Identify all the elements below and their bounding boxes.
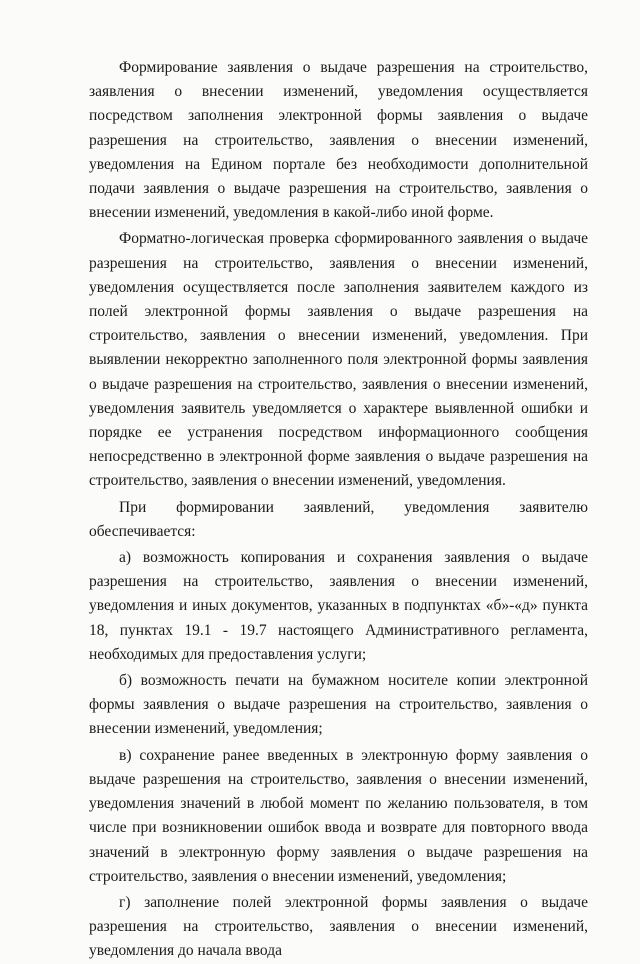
list-item-b: б) возможность печати на бумажном носителе копии электронной формы заявления о выдаче разрешения на строительство, заявления о внесении изменений, уведомления;: [89, 672, 588, 738]
list-item-v: в) сохранение ранее введенных в электронную форму заявления о выдаче разрешения на строительство, заявления о внесении изменений, уведомления значений в любой момент по желанию пользователя, в том числе при возникновении ошибок ввода и возврате для повторного ввода значений в электронную форму заявления о выдаче разрешения на строительство, заявления о внесении изменений, уведомления;: [89, 746, 588, 885]
paragraph-formation: Формирование заявления о выдаче разрешения на строительство, заявления о внесении изменений, уведомления осуществляется посредством заполнения электронной формы заявления о выдаче разрешения на строительство, заявления о внесении изменений, уведомления на Едином портале без необходимости дополнительной подачи заявления о выдаче разрешения на строительство, заявления о внесении изменений, уведомления в какой-либо иной форме.: [89, 59, 588, 222]
paragraph-format-logical-check: Форматно-логическая проверка сформированного заявления о выдаче разрешения на строительство, заявления о внесении изменений, уведомления осуществляется после заполнения заявителем каждого из полей электронной формы заявления о выдаче разрешения на строительство, заявления о внесении изменений, уведомления. При выявлении некорректно заполненного поля электронной формы заявления о выдаче разрешения на строительство, заявления о внесении изменений, уведомления заявитель уведомляется о характере выявленной ошибки и порядке ее устранения посредством информационного сообщения непосредственно в электронной форме заявления о выдаче разрешения на строительство, заявления о внесении изменений, уведомления.: [89, 230, 588, 490]
list-item-g: г) заполнение полей электронной формы заявления о выдаче разрешения на строительство, заявления о внесении изменений, уведомления до начала ввода: [89, 893, 588, 960]
list-item-a: а) возможность копирования и сохранения заявления о выдаче разрешения на строительство, заявления о внесении изменений, уведомления и иных документов, указанных в подпунктах «б»-«д» пункта 18, пунктах 19.1 - 19.7 настоящего Административного регламента, необходимых для предоставления услуги;: [89, 549, 588, 663]
paragraph-provisions-intro: При формировании заявлений, уведомления заявителю обеспечивается:: [89, 498, 588, 540]
